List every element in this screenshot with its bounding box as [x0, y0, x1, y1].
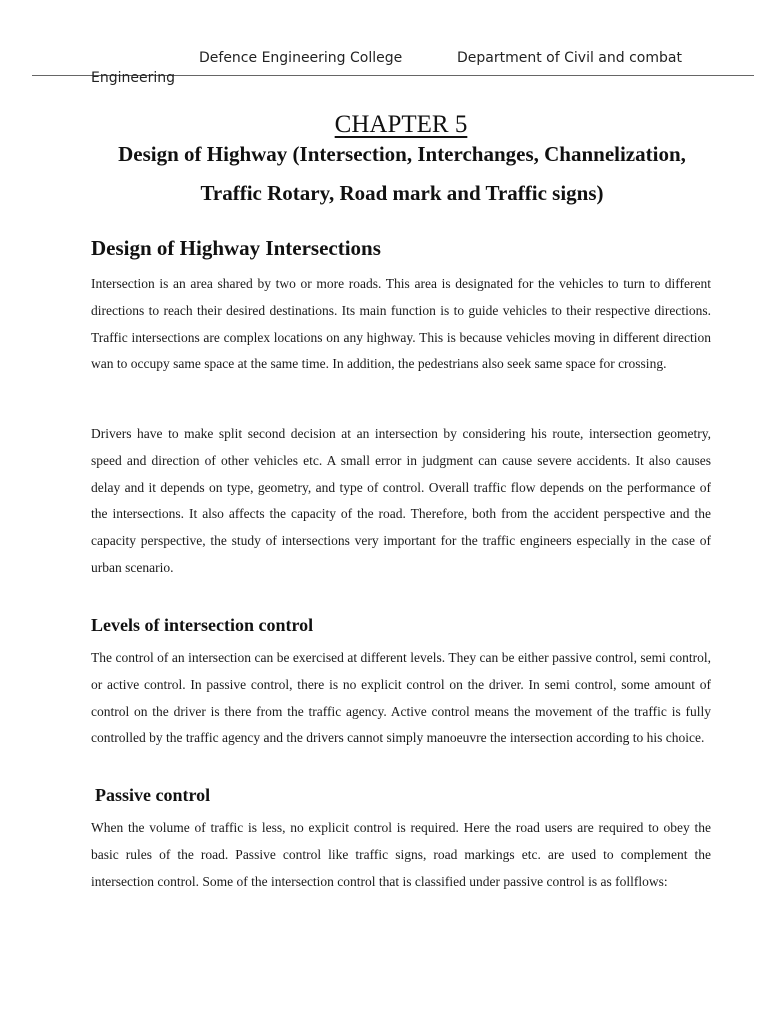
- section-heading-passive: Passive control: [95, 785, 211, 805]
- chapter-label-text: CHAPTER 5: [334, 111, 468, 138]
- paragraph-passive: When the volume of traffic is less, no explicit control is required. Here the road users are required to obey the basic rules of the road. Passive control like traffic signs, road markings etc. are used to complement the intersection control. Some of the intersection control that is classified under passive control is as follflows:: [91, 820, 711, 889]
- header-college: Defence Engineering College: [199, 50, 403, 66]
- paragraph-intersections-1: Intersection is an area shared by two or more roads. This area is designated for the vehicles to turn to different directions to reach their desired destinations. Its main function is to guide vehicles to their respective directions. Traffic intersections are complex locations on any highway. This is because vehicles moving in different direction wan to occupy same space at the same time. In addition, the pedestrians also seek same space for crossing.: [91, 276, 711, 372]
- section-heading-intersections: Design of Highway Intersections: [91, 236, 381, 260]
- paragraph-intersections-2: Drivers have to make split second decision at an intersection by considering his route, intersection geometry, speed and direction of other vehicles etc. A small error in judgment can cause severe accidents. It also causes delay and it depends on type, geometry, and type of control. Overall traffic flow depends on the performance of the intersections. It also affects the capacity of the road. Therefore, both from the accident perspective and the capacity perspective, the study of intersections very important for the traffic engineers especially in the case of urban scenario.: [91, 426, 711, 575]
- header-department-continued: Engineering: [91, 70, 175, 86]
- chapter-title-line1: Design of Highway (Intersection, Interchanges, Channelization,: [118, 142, 686, 166]
- chapter-label: [0, 110, 768, 140]
- header-department: Department of Civil and combat: [457, 50, 682, 66]
- paragraph-levels: The control of an intersection can be exercised at different levels. They can be either passive control, semi control, or active control. In passive control, there is no explicit control on the driver. In semi control, some amount of control on the driver is there from the traffic agency. Active control means the movement of the traffic is fully controlled by the traffic agency and the drivers cannot simply manoeuvre the intersection according to his choice.: [91, 650, 711, 746]
- chapter-title-line2: Traffic Rotary, Road mark and Traffic signs): [200, 181, 604, 205]
- section-heading-levels: Levels of intersection control: [91, 615, 314, 635]
